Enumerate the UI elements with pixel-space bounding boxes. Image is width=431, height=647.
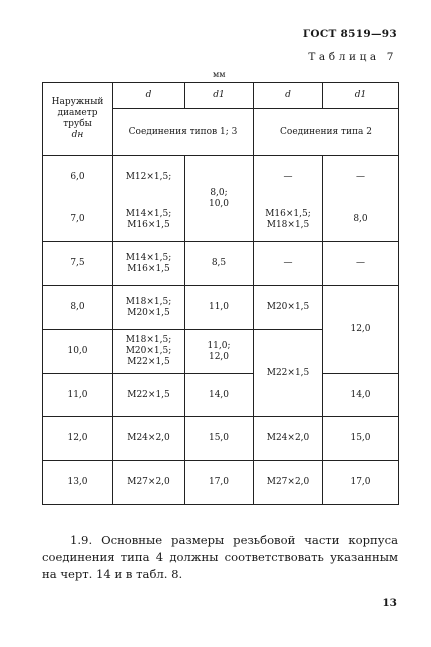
- cell-thread: M14×1,5; M16×1,5: [113, 199, 185, 242]
- header-d-type-2: d: [254, 83, 323, 109]
- table-row: [43, 156, 399, 199]
- cell-d1-type2: 17,0: [323, 461, 399, 505]
- cell-d1-type2: 12,0: [323, 286, 399, 374]
- header-group-type-2: Соединения типа 2: [254, 109, 399, 156]
- cell-thread-type2: —: [254, 156, 323, 199]
- body-paragraph: 1.9. Основные размеры резьбовой части корпуса соединения типа 4 должны соответствовать указанным на черт. 14 и в табл. 8.: [42, 533, 398, 581]
- cell-d1: 8,5: [185, 242, 254, 286]
- cell-dn: 7,5: [43, 242, 113, 286]
- cell-thread: M22×1,5: [113, 374, 185, 417]
- cell-d1-type2: 8,0: [323, 199, 399, 242]
- cell-thread: M18×1,5; M20×1,5: [113, 286, 185, 330]
- table-row: [43, 242, 399, 286]
- table-row: [43, 461, 399, 505]
- cell-dn: 6,0: [43, 156, 113, 199]
- cell-d1: 8,0; 10,0: [185, 156, 254, 242]
- cell-thread: M27×2,0: [113, 461, 185, 505]
- table-label: Таблица 7: [308, 51, 397, 63]
- table-row: [43, 417, 399, 461]
- cell-dn: 8,0: [43, 286, 113, 330]
- header-d1-types-1-3: d1: [185, 83, 254, 109]
- cell-dn: 12,0: [43, 417, 113, 461]
- cell-d1-type2: 15,0: [323, 417, 399, 461]
- cell-dn: 10,0: [43, 330, 113, 374]
- header-group-types-1-3: Соединения типов 1; 3: [113, 109, 254, 156]
- header-pipe-diameter: Наружный диаметр трубы dн: [43, 83, 113, 156]
- header-d1-type-2: d1: [323, 83, 399, 109]
- cell-d1: 15,0: [185, 417, 254, 461]
- cell-d1: 11,0: [185, 286, 254, 330]
- table-row: [43, 374, 399, 417]
- cell-dn: 11,0: [43, 374, 113, 417]
- dimensions-table: [42, 82, 399, 505]
- cell-thread: M14×1,5; M16×1,5: [113, 242, 185, 286]
- cell-thread-type2: M27×2,0: [254, 461, 323, 505]
- cell-d1: 14,0: [185, 374, 254, 417]
- document-designation: ГОСТ 8519—93: [302, 28, 397, 40]
- cell-d1-type2: 14,0: [323, 374, 399, 417]
- cell-thread-type2: M20×1,5: [254, 286, 323, 330]
- cell-d1-type2: —: [323, 156, 399, 199]
- cell-dn: 7,0: [43, 199, 113, 242]
- header-d-types-1-3: d: [113, 83, 185, 109]
- page-number: 13: [382, 597, 397, 609]
- cell-thread-type2: M22×1,5: [254, 330, 323, 417]
- cell-dn: 13,0: [43, 461, 113, 505]
- cell-thread-type2: —: [254, 242, 323, 286]
- table-row: [43, 286, 399, 330]
- cell-d1: 11,0; 12,0: [185, 330, 254, 374]
- cell-thread-type2: M16×1,5; M18×1,5: [254, 199, 323, 242]
- cell-thread: M24×2,0: [113, 417, 185, 461]
- header-pipe-diameter-symbol: dн: [71, 130, 84, 140]
- cell-thread: M18×1,5; M20×1,5; M22×1,5: [113, 330, 185, 374]
- unit-label: мм: [213, 70, 226, 79]
- cell-d1-type2: —: [323, 242, 399, 286]
- cell-d1: 17,0: [185, 461, 254, 505]
- cell-thread-type2: M24×2,0: [254, 417, 323, 461]
- cell-thread: M12×1,5;: [113, 156, 185, 199]
